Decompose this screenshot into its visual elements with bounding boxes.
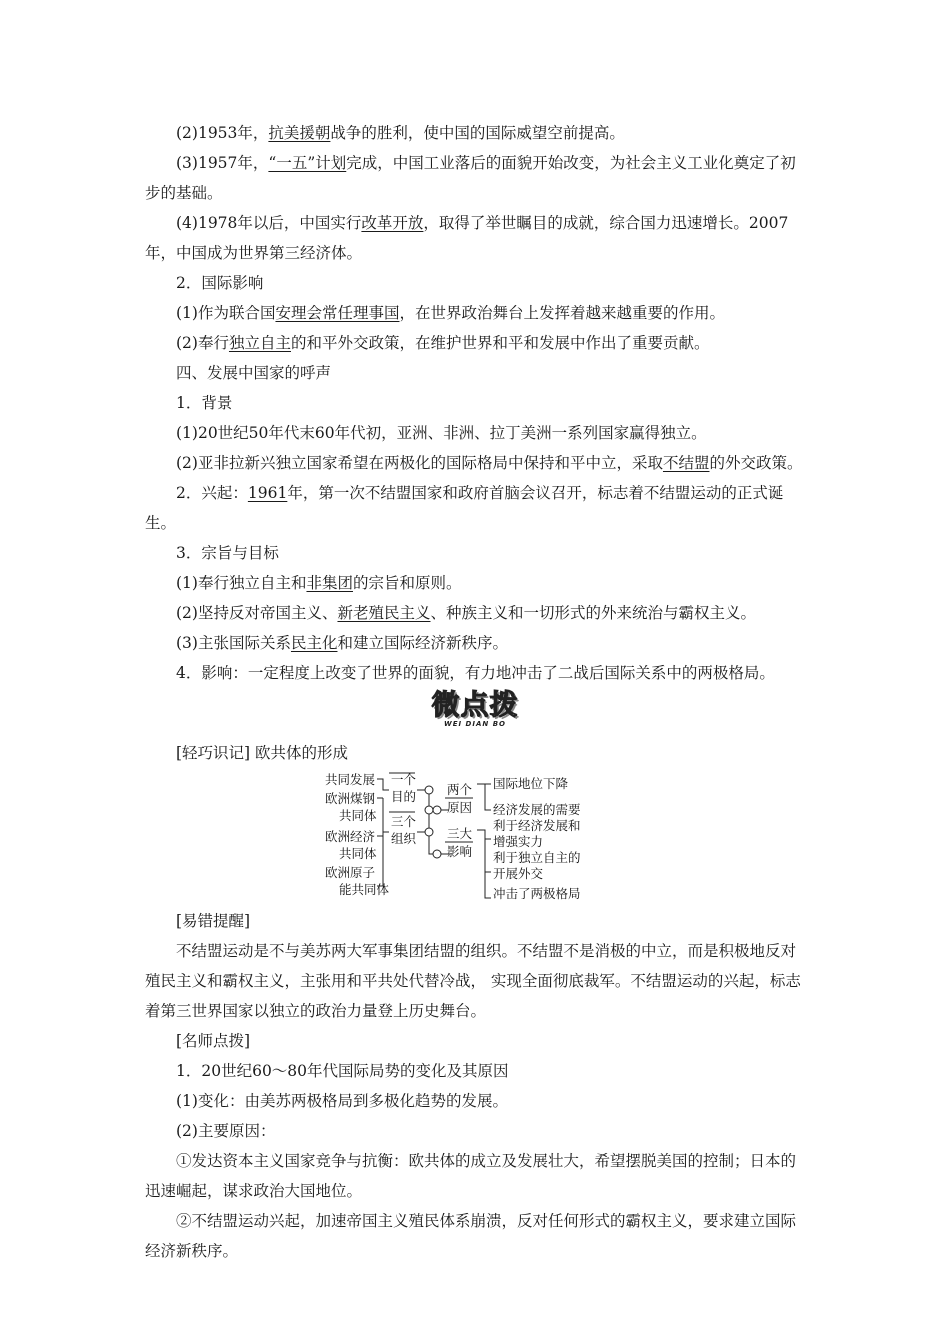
diagram-mid1-0: 一个 <box>391 772 417 787</box>
underlined-answer: 抗美援朝 <box>268 124 331 142</box>
diagram-left-2: 共同体 <box>339 808 377 823</box>
diagram-impact-2: 利于独立自主的 <box>493 850 581 865</box>
diagram-mid1-1: 目的 <box>391 789 417 804</box>
diagram-mid2-1: 组织 <box>391 831 417 846</box>
diagram-left-0: 共同发展 <box>325 772 376 787</box>
text: (2)1953年， <box>176 124 269 142</box>
text: 和建立国际经济新秩序。 <box>337 634 508 652</box>
text: (3)主张国际关系 <box>176 634 291 652</box>
warn-heading: [易错提醒] <box>176 912 251 930</box>
text: (2)亚非拉新兴独立国家希望在两极化的国际格局中保持和平中立，采取 <box>176 454 663 472</box>
diagram-reasons-label-0: 两个 <box>447 782 473 797</box>
diagram-impacts-label-1: 影响 <box>447 844 473 859</box>
diagram-impact-1: 增强实力 <box>493 834 544 849</box>
underlined-answer: 1961 <box>247 484 288 502</box>
teacher-reasons-heading: (2)主要原因： <box>176 1122 276 1140</box>
underlined-answer: 改革开放 <box>361 214 424 232</box>
text: 的宗旨和原则。 <box>352 574 462 592</box>
item-1957 <box>145 148 805 208</box>
diagram-impact-0: 利于经济发展和 <box>493 818 581 833</box>
text: (3)1957年， <box>176 154 269 172</box>
teacher-reason-2: ②不结盟运动兴起，加速帝国主义殖民体系崩溃，反对任何形式的霸权主义，要求建立国际经济新秩序。 <box>145 1212 797 1260</box>
diagram-impact-4: 冲击了两极格局 <box>493 886 581 901</box>
teacher-change: (1)变化：由美苏两极格局到多极化趋势的发展。 <box>176 1092 508 1110</box>
document-page <box>145 118 805 1266</box>
diagram-reasons-label-1: 原因 <box>447 800 473 815</box>
diagram-impact-3: 开展外交 <box>493 866 544 881</box>
diagram-reason-0: 国际地位下降 <box>493 776 569 791</box>
text: (2)坚持反对帝国主义、 <box>176 604 338 622</box>
diagram-node <box>425 786 433 794</box>
underlined-answer: 独立自主 <box>228 334 291 352</box>
logo-title: 微点拨 <box>431 688 519 721</box>
text: (1)奉行独立自主和 <box>176 574 307 592</box>
diagram-left-4: 共同体 <box>339 846 377 861</box>
item-1953 <box>145 118 805 148</box>
underlined-answer: 民主化 <box>290 634 338 652</box>
text: (1)作为联合国 <box>176 304 276 322</box>
text: 完成，中国工业落后的面貌开始改变，为社会主义工业化奠定了初步的基础。 <box>145 154 796 202</box>
background-item-1: (1)20世纪50年代末60年代初，亚洲、非洲、拉丁美洲一系列国家赢得独立。 <box>176 424 707 442</box>
diagram-impacts-label-0: 三大 <box>447 826 473 841</box>
intl-heading: 2．国际影响 <box>176 274 264 292</box>
text: 的外交政策。 <box>709 454 803 472</box>
text: (4)1978年以后，中国实行 <box>176 214 362 232</box>
underlined-answer: “一五”计划 <box>268 154 347 172</box>
underlined-answer: 非集团 <box>306 574 353 592</box>
item-1978 <box>145 208 805 268</box>
aim-item-2 <box>145 598 805 628</box>
intl-item-2 <box>145 328 805 358</box>
text: 、种族主义和一切形式的外来统治与霸权主义。 <box>430 604 756 622</box>
diagram-mid2-0: 三个 <box>391 814 417 829</box>
diagram-node <box>425 828 433 836</box>
underlined-answer: 新老殖民主义 <box>337 604 431 622</box>
warn-body: 不结盟运动是不与美苏两大军事集团结盟的组织。不结盟不是消极的中立，而是积极地反对殖民主义和霸权主义，主张用和平共处代替冷战， 实现全面彻底裁军。不结盟运动的兴起，标志着第三世界国家以独立的政治力量登上历史舞台。 <box>145 942 801 1020</box>
diagram-left-5: 欧洲原子 <box>325 865 376 880</box>
underlined-answer: 安理会常任理事国 <box>275 304 400 322</box>
diagram-node <box>433 806 441 814</box>
aims-heading: 3．宗旨与目标 <box>176 544 279 562</box>
text: 战争的胜利，使中国的国际威望空前提高。 <box>330 124 625 142</box>
impact-item: 4．影响：一定程度上改变了世界的面貌，有力地冲击了二战后国际关系中的两极格局。 <box>176 664 775 682</box>
ec-formation-diagram <box>325 770 625 902</box>
aim-item-1 <box>145 568 805 598</box>
text: 2．兴起： <box>176 484 248 502</box>
teacher-heading: [名师点拨] <box>176 1032 251 1050</box>
aim-item-3 <box>145 628 805 658</box>
text: ，在世界政治舞台上发挥着越来越重要的作用。 <box>399 304 725 322</box>
tip-heading: [轻巧识记] 欧共体的形成 <box>176 744 349 762</box>
text: ，取得了举世瞩目的成就，综合国力迅速增长。2007年，中国成为世界第三经济体。 <box>145 214 789 262</box>
background-item-2 <box>145 448 805 478</box>
background-heading: 1．背景 <box>176 394 233 412</box>
diagram-node <box>425 806 433 814</box>
text: 的和平外交政策，在维护世界和平和发展中作出了重要贡献。 <box>290 334 710 352</box>
section-heading: 四、发展中国家的呼声 <box>176 364 332 382</box>
intl-item-1 <box>145 298 805 328</box>
teacher-reason-1: ①发达资本主义国家竞争与抗衡：欧共体的成立及发展壮大，希望摆脱美国的控制；日本的迅速崛起，谋求政治大国地位。 <box>145 1152 797 1200</box>
text: (2)奉行 <box>176 334 229 352</box>
logo-subtitle: WEI DIAN BO <box>444 720 506 728</box>
diagram-reason-1: 经济发展的需要 <box>493 802 581 817</box>
text: 年，第一次不结盟国家和政府首脑会议召开，标志着不结盟运动的正式诞生。 <box>145 484 784 532</box>
diagram-left-1: 欧洲煤钢 <box>325 791 376 806</box>
teacher-item-1: 1．20世纪60～80年代国际局势的变化及其原因 <box>176 1062 509 1080</box>
underlined-answer: 不结盟 <box>662 454 710 472</box>
wei-dian-bo-logo <box>145 690 805 738</box>
diagram-left-6: 能共同体 <box>339 882 390 897</box>
diagram-node <box>433 850 441 858</box>
diagram-left-3: 欧洲经济 <box>325 829 376 844</box>
rise-item <box>145 478 805 538</box>
